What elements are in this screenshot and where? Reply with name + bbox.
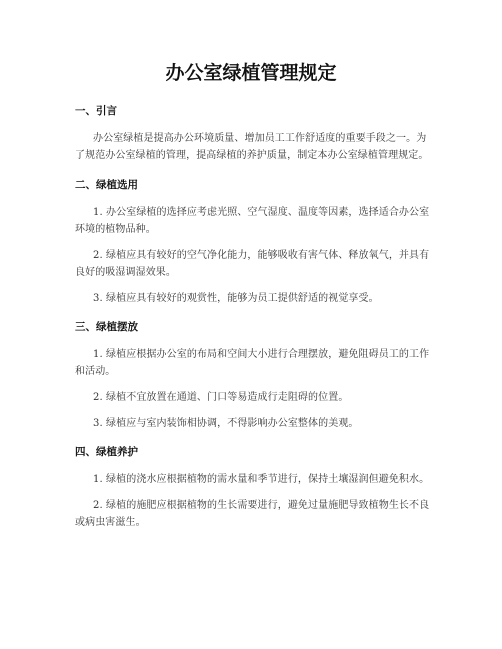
document-body (75, 104, 430, 544)
section-plant-selection (75, 178, 430, 307)
section-plant-maintenance (75, 445, 430, 531)
paragraph: 3. 绿植应与室内装饰相协调，不得影响办公室整体的美观。 (93, 418, 359, 429)
paragraph: 1. 绿植的浇水应根据植物的需水量和季节进行，保持土壤湿润但避免积水。 (93, 474, 430, 485)
paragraph: 办公室绿植是提高办公环境质量、增加员工工作舒适度的重要手段之一。为了规范办公室绿植的管理，提高绿植的养护质量，制定本办公室绿植管理规定。 (75, 133, 429, 161)
paragraph: 2. 绿植的施肥应根据植物的生长需要进行，避免过量施肥导致植物生长不良或病虫害滋生。 (75, 500, 430, 528)
section-heading: 三、绿植摆放 (75, 321, 138, 333)
paragraph: 2. 绿植不宜放置在通道、门口等易造成行走阻碍的位置。 (93, 392, 349, 403)
paragraph: 3. 绿植应具有较好的观赏性，能够为员工提供舒适的视觉享受。 (93, 293, 379, 304)
section-introduction (75, 104, 430, 164)
section-heading: 一、引言 (75, 105, 117, 117)
paragraph: 1. 绿植应根据办公室的布局和空间大小进行合理摆放，避免阻碍员工的工作和活动。 (75, 349, 430, 377)
paragraph: 1. 办公室绿植的选择应考虑光照、空气湿度、温度等因素，选择适合办公室环境的植物品种。 (75, 207, 430, 235)
paragraph: 2. 绿植应具有较好的空气净化能力，能够吸收有害气体、释放氧气，并具有良好的吸湿调湿效果。 (75, 250, 430, 278)
section-heading: 二、绿植选用 (75, 179, 138, 191)
section-plant-placement (75, 320, 430, 432)
section-heading: 四、绿植养护 (75, 446, 138, 458)
document-title: 办公室绿植管理规定 (165, 62, 337, 84)
